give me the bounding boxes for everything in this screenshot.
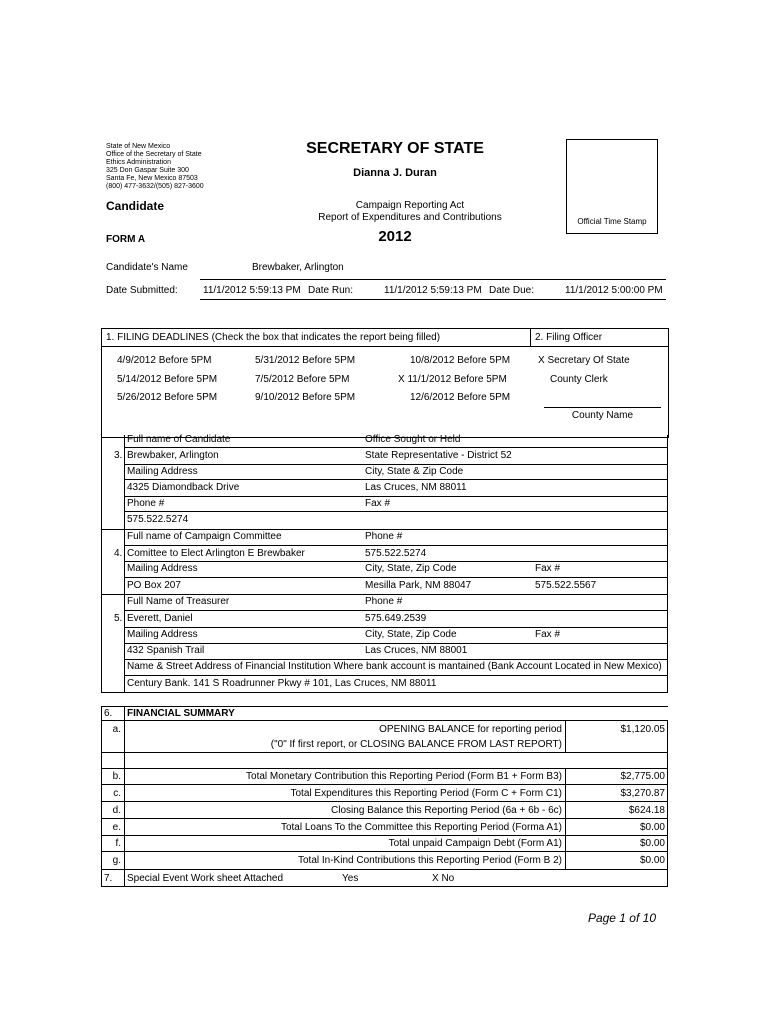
date-submitted-label: Date Submitted:: [106, 285, 178, 296]
page-title: SECRETARY OF STATE: [306, 140, 484, 157]
date-due-value: 11/1/2012 5:00:00 PM: [565, 285, 663, 296]
summary-row-label: Total In-Kind Contributions this Reporting Period (Form B 2): [297, 855, 562, 866]
section-number: 6.: [104, 708, 113, 719]
summary-row-value: $0.00: [639, 822, 665, 833]
office-line: 325 Don Gaspar Suite 300: [106, 167, 189, 174]
bank-name-address: Century Bank. 141 S Roadrunner Pkwy # 101, Las Cruces, NM 88011: [127, 678, 437, 689]
deadline-option[interactable]: 5/31/2012 Before 5PM: [255, 355, 356, 366]
field-label: Fax #: [535, 563, 561, 574]
summary-row-value: $0.00: [639, 838, 665, 849]
committee-mailing-address: PO Box 207: [127, 580, 181, 591]
deadline-option[interactable]: 7/5/2012 Before 5PM: [255, 374, 350, 385]
office-sought: State Representative - District 52: [365, 450, 512, 461]
field-label: Mailing Address: [127, 466, 198, 477]
deadline-option-selected[interactable]: X 11/1/2012 Before 5PM: [398, 374, 507, 385]
filing-officer-heading: 2. Filing Officer: [535, 332, 603, 343]
treasurer-city: Las Cruces, NM 88001: [365, 645, 468, 656]
field-label: Full name of Candidate: [127, 434, 231, 445]
filing-officer-option-selected[interactable]: X Secretary Of State: [538, 355, 630, 366]
committee-city: Mesilla Park, NM 88047: [365, 580, 472, 591]
report-year: 2012: [378, 228, 412, 245]
field-label: City, State & Zip Code: [365, 466, 464, 477]
candidate-full-name: Brewbaker, Arlington: [127, 450, 219, 461]
summary-row-label: Total Monetary Contribution this Reporting Period (Form B1 + Form B3): [246, 771, 562, 782]
field-label: Full Name of Treasurer: [127, 596, 230, 607]
field-label: Phone #: [365, 596, 403, 607]
summary-row-value: $624.18: [628, 805, 665, 816]
form-label: FORM A: [106, 234, 146, 245]
summary-row-value: $0.00: [639, 855, 665, 866]
date-run-label: Date Run:: [308, 285, 354, 296]
field-label: City, State, Zip Code: [365, 563, 457, 574]
deadline-option[interactable]: 4/9/2012 Before 5PM: [117, 355, 212, 366]
date-submitted-value: 11/1/2012 5:59:13 PM: [203, 285, 301, 296]
section-number: 3.: [114, 450, 123, 461]
summary-row-label: Total unpaid Campaign Debt (Form A1): [388, 838, 562, 849]
candidate-mailing-address: 4325 Diamondback Drive: [127, 482, 240, 493]
field-label: Phone #: [365, 531, 403, 542]
committee-fax: 575.522.5567: [535, 580, 597, 591]
filing-officer-option[interactable]: County Clerk: [550, 374, 608, 385]
deadline-option[interactable]: 10/8/2012 Before 5PM: [410, 355, 511, 366]
act-line-1: Campaign Reporting Act: [355, 200, 465, 211]
date-due-label: Date Due:: [489, 285, 535, 296]
section-number: 7.: [104, 873, 113, 884]
row-letter: e.: [112, 822, 121, 833]
financial-summary-heading: FINANCIAL SUMMARY: [127, 708, 235, 719]
section-number: 4.: [114, 548, 123, 559]
candidate-city: Las Cruces, NM 88011: [365, 482, 467, 493]
summary-row-value: $2,775.00: [620, 771, 665, 782]
office-line: Office of the Secretary of State: [106, 151, 202, 158]
treasurer-phone: 575.649.2539: [365, 613, 427, 624]
office-line: Santa Fe, New Mexico 87503: [106, 175, 198, 182]
row-letter: d.: [112, 805, 121, 816]
special-event-yes[interactable]: Yes: [342, 873, 359, 884]
field-label: Full name of Campaign Committee: [127, 531, 282, 542]
office-address-block: [106, 143, 204, 191]
deadline-option[interactable]: 5/26/2012 Before 5PM: [117, 392, 218, 403]
office-line: (800) 477-3632/(505) 827-3600: [106, 183, 204, 190]
treasurer-name: Everett, Daniel: [127, 613, 193, 624]
field-label: Phone #: [127, 498, 165, 509]
page-number: Page 1 of 10: [587, 911, 656, 925]
candidate-heading: Candidate: [106, 199, 165, 213]
field-label: City, State, Zip Code: [365, 629, 457, 640]
opening-balance-note: ("0" If first report, or CLOSING BALANCE FROM LAST REPORT): [270, 739, 562, 750]
candidate-name-label: Candidate's Name: [106, 262, 188, 273]
field-label: Mailing Address: [127, 563, 198, 574]
deadline-option[interactable]: 12/6/2012 Before 5PM: [410, 392, 511, 403]
county-name-label: County Name: [571, 410, 634, 421]
summary-row-label: Closing Balance this Reporting Period (6a + 6b - 6c): [331, 805, 562, 816]
deadline-option[interactable]: 9/10/2012 Before 5PM: [255, 392, 356, 403]
field-label: Mailing Address: [127, 629, 198, 640]
opening-balance-label: OPENING BALANCE for reporting period: [379, 724, 562, 735]
deadline-option[interactable]: 5/14/2012 Before 5PM: [117, 374, 218, 385]
office-line: State of New Mexico: [106, 143, 171, 150]
row-letter: b.: [112, 771, 121, 782]
summary-row-label: Total Expenditures this Reporting Period (Form C + Form C1): [290, 788, 562, 799]
committee-phone: 575.522.5274: [365, 548, 427, 559]
filing-deadlines-heading: 1. FILING DEADLINES (Check the box that indicates the report being filled): [106, 332, 441, 343]
treasurer-mailing-address: 432 Spanish Trail: [127, 645, 205, 656]
committee-name: Comittee to Elect Arlington E Brewbaker: [127, 548, 305, 559]
special-event-label: Special Event Work sheet Attached: [127, 873, 284, 884]
row-letter: g.: [112, 855, 121, 866]
opening-balance-value: $1,120.05: [620, 724, 665, 735]
field-label: Name & Street Address of Financial Institution Where bank account is mantained (Bank Account Located in New Mexico): [127, 661, 662, 672]
row-letter: a.: [112, 724, 121, 735]
stamp-label: Official Time Stamp: [577, 217, 647, 226]
field-label: Fax #: [535, 629, 561, 640]
candidate-phone: 575.522.5274: [127, 514, 189, 525]
summary-row-value: $3,270.87: [620, 788, 665, 799]
official-time-stamp-box: [566, 139, 658, 234]
field-label: Office Sought or Held: [365, 434, 461, 445]
office-line: Ethics Administration: [106, 159, 171, 166]
special-event-no-selected[interactable]: X No: [432, 873, 455, 884]
secretary-name: Dianna J. Duran: [353, 167, 437, 179]
summary-row-label: Total Loans To the Committee this Reporting Period (Forma A1): [280, 822, 562, 833]
candidate-name-value: Brewbaker, Arlington: [252, 262, 344, 273]
act-line-2: Report of Expenditures and Contributions: [318, 212, 502, 223]
row-letter: f.: [115, 838, 121, 849]
date-run-value: 11/1/2012 5:59:13 PM: [384, 285, 482, 296]
field-label: Fax #: [365, 498, 391, 509]
section-number: 5.: [114, 613, 123, 624]
row-letter: c.: [113, 788, 121, 799]
